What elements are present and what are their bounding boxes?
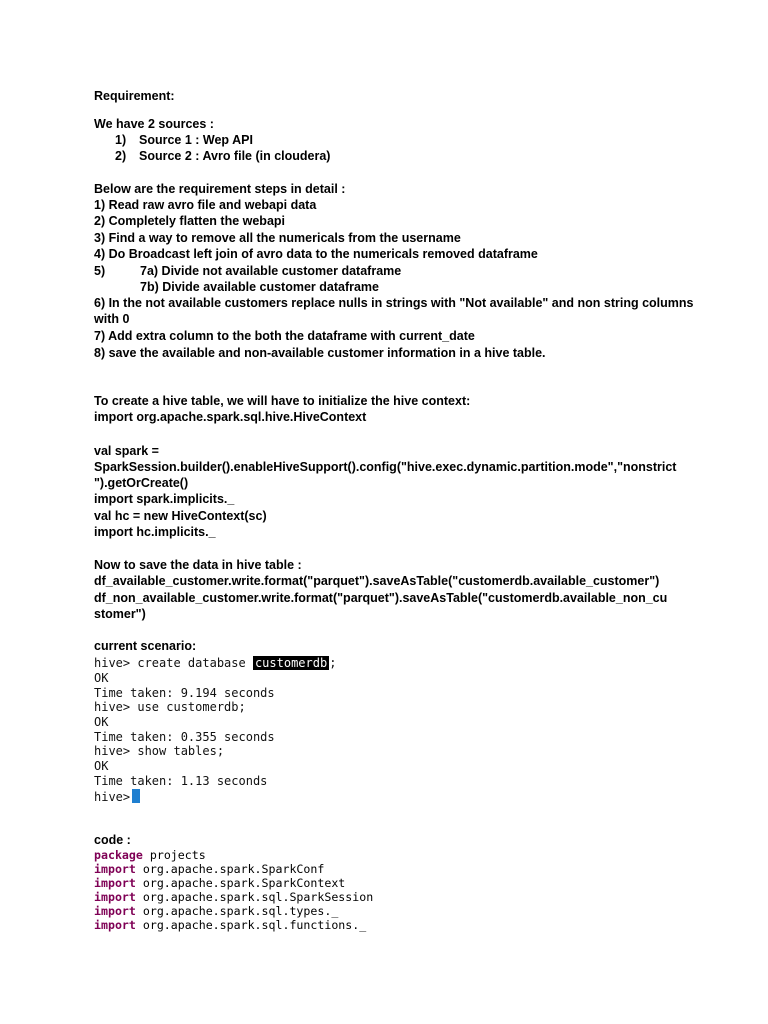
step-3: 3) Find a way to remove all the numericals from the username [94,231,461,245]
step-5-number: 5) [94,264,106,278]
code-keyword: import [94,876,136,890]
code-line-5 [94,904,338,919]
terminal-line-9: Time taken: 1.13 seconds [94,774,268,788]
step-7: 7) Add extra column to the both the dataframe with current_date [94,329,475,343]
terminal-line-5: OK [94,715,109,729]
code-line-3 [94,876,345,891]
spark-line-6: import hc.implicits._ [94,525,216,539]
terminal-line-4: hive> use customerdb; [94,700,246,714]
code-text: org.apache.spark.SparkConf [135,862,325,876]
code-keyword: import [94,918,136,932]
save-line-1: df_available_customer.write.format("parquet").saveAsTable("customerdb.available_customer") [94,574,660,588]
step-2: 2) Completely flatten the webapi [94,214,286,228]
terminal-suffix: ; [329,656,337,670]
code-keyword: import [94,904,136,918]
save-line-2: df_non_available_customer.write.format("parquet").saveAsTable("customerdb.available_non_cu [94,591,668,605]
terminal-prefix: hive> create database [94,656,253,670]
code-line-4 [94,890,373,905]
spark-line-3: ").getOrCreate() [94,476,189,490]
terminal-line-7: hive> show tables; [94,744,225,758]
terminal-line-6: Time taken: 0.355 seconds [94,730,275,744]
source-2-text: Source 2 : Avro file (in cloudera) [139,149,331,163]
code-keyword: package [94,848,143,862]
code-line-6 [94,918,366,933]
step-7b: 7b) Divide available customer dataframe [140,280,379,294]
terminal-line-1 [94,656,336,671]
code-keyword: import [94,862,136,876]
code-text: org.apache.spark.sql.SparkSession [135,890,374,904]
hive-import: import org.apache.spark.sql.hive.HiveContext [94,410,367,424]
code-line-2 [94,862,324,877]
step-4: 4) Do Broadcast left join of avro data to the numericals removed dataframe [94,247,538,261]
spark-line-5: val hc = new HiveContext(sc) [94,509,267,523]
sources-intro: We have 2 sources : [94,117,214,131]
highlighted-database-name: customerdb [254,656,328,670]
code-text: org.apache.spark.sql.functions._ [135,918,367,932]
terminal-prompt: hive> [94,790,131,804]
terminal-line-8: OK [94,759,109,773]
save-intro: Now to save the data in hive table : [94,558,302,572]
spark-line-4: import spark.implicits._ [94,492,235,506]
spark-line-1: val spark = [94,444,159,458]
step-7a: 7a) Divide not available customer dataframe [140,264,402,278]
spark-line-2: SparkSession.builder().enableHiveSupport().config("hive.exec.dynamic.partition.mode","nonstrict [94,460,677,474]
hive-intro: To create a hive table, we will have to initialize the hive context: [94,394,471,408]
step-6-line-2: with 0 [94,312,130,326]
steps-intro: Below are the requirement steps in detail : [94,182,346,196]
step-8: 8) save the available and non-available customer information in a hive table. [94,346,546,360]
terminal-line-3: Time taken: 9.194 seconds [94,686,275,700]
code-text: projects [142,848,206,862]
scenario-label: current scenario: [94,639,197,653]
terminal-line-2: OK [94,671,109,685]
code-text: org.apache.spark.sql.types._ [135,904,339,918]
code-label: code : [94,833,131,847]
source-1-number: 1) [115,133,127,147]
source-2-number: 2) [115,149,127,163]
save-line-3: stomer") [94,607,146,621]
source-1-text: Source 1 : Wep API [139,133,253,147]
cursor-block-icon [132,789,140,803]
code-text: org.apache.spark.SparkContext [135,876,346,890]
code-keyword: import [94,890,136,904]
terminal-prompt-line [94,789,140,805]
requirement-heading: Requirement: [94,89,175,103]
code-line-1 [94,848,206,863]
step-1: 1) Read raw avro file and webapi data [94,198,317,212]
step-6-line-1: 6) In the not available customers replace nulls in strings with "Not available" and non string columns [94,296,694,310]
